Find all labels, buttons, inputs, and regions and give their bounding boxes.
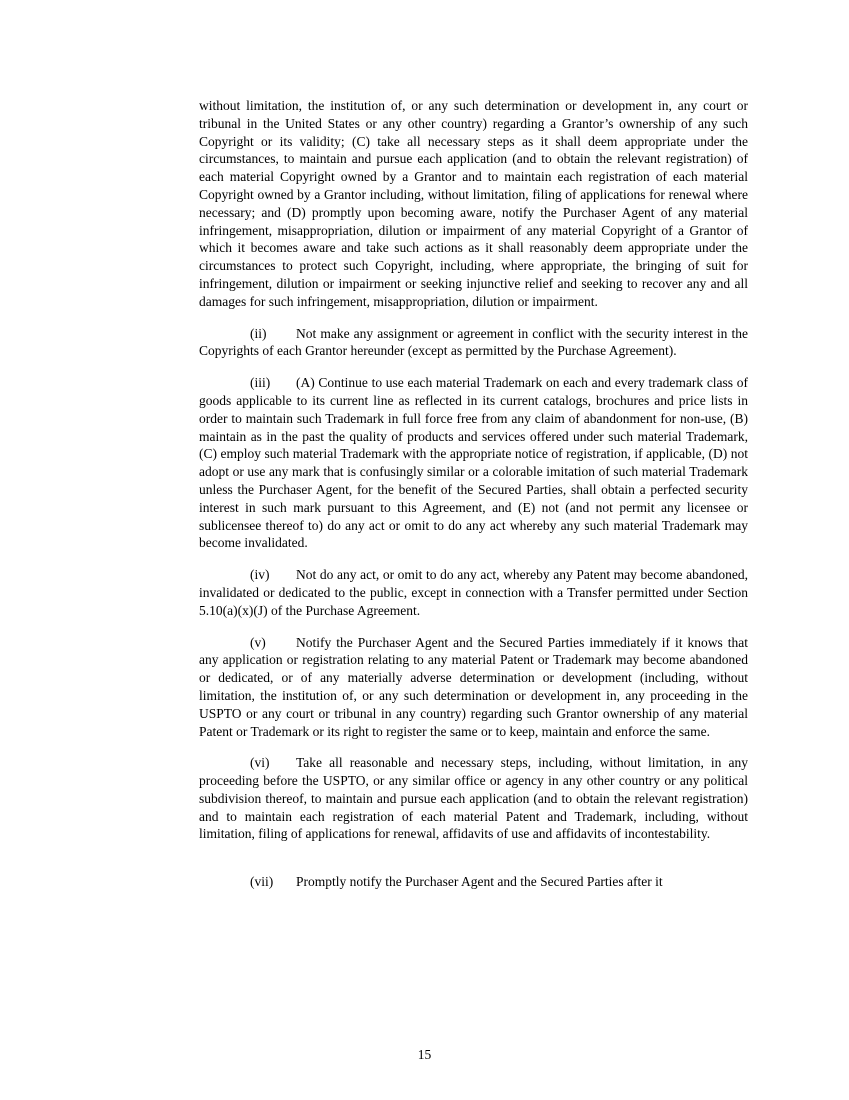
paragraph-item-ii xyxy=(199,325,748,361)
paragraph-text: (A) Continue to use each material Trademark on each and every trademark class of goods applicable to its current line as reflected in its current catalogs, brochures and price lists in order to maintain such Trademark in full force free from any claim of abandonment for non-use, (B) maintain as in the past the quality of products and services offered under such material Trademark, (C) employ such material Trademark with the appropriate notice of registration, if applicable, (D) not adopt or use any mark that is confusingly similar or a colorable imitation of such material Trademark unless the Purchaser Agent, for the benefit of the Secured Parties, shall obtain a perfected security interest in such mark pursuant to this Agreement, and (E) not (and not permit any licensee or sublicensee thereof to) do any act or omit to do any act whereby any such material Trademark may become invalidated. xyxy=(199,375,748,551)
list-marker: (iv) xyxy=(250,567,270,583)
list-marker: (vi) xyxy=(250,755,270,771)
paragraph-continuation xyxy=(199,97,748,311)
paragraph-item-vii xyxy=(199,873,748,891)
paragraph-item-iv xyxy=(199,566,748,619)
paragraph-text: Promptly notify the Purchaser Agent and the Secured Parties after it xyxy=(296,874,663,890)
paragraph-text: Not make any assignment or agreement in conflict with the security interest in the Copyrights of each Grantor hereunder (except as permitted by the Purchase Agreement). xyxy=(199,325,748,359)
page-content xyxy=(199,97,748,905)
paragraph-text: Take all reasonable and necessary steps, including, without limitation, in any proceeding before the USPTO, or any similar office or agency in any other country or any political subdivision thereof, to maintain and pursue each application (and to obtain the relevant registration) and to maintain each registration of each material Patent and Trademark, including, without limitation, filing of applications for renewal, affidavits of use and affidavits of incontestability. xyxy=(199,755,748,842)
list-marker: (v) xyxy=(250,634,266,650)
page-number: 15 xyxy=(417,1047,432,1062)
list-marker: (vii) xyxy=(250,874,274,890)
paragraph-item-v xyxy=(199,634,748,741)
list-marker: (iii) xyxy=(250,375,271,391)
paragraph-item-iii xyxy=(199,374,748,552)
paragraph-text: Notify the Purchaser Agent and the Secured Parties immediately if it knows that any application or registration relating to any material Patent or Trademark may become abandoned or dedicated, or of any materially adverse determination or development (including, without limitation, the institution of, or any such determination or development in, any proceeding in the USPTO or any court or tribunal in any country) regarding such Grantor ownership of any material Patent or Trademark or its right to register the same or to keep, maintain and enforce the same. xyxy=(199,634,748,739)
paragraph-text: Not do any act, or omit to do any act, whereby any Patent may become abandoned, invalidated or dedicated to the public, except in connection with a Transfer permitted under Section 5.10(a)(x)(J) of the Purchase Agreement. xyxy=(199,567,748,618)
list-marker: (ii) xyxy=(250,325,267,341)
paragraph-text: without limitation, the institution of, or any such determination or development in, any court or tribunal in the United States or any other country) regarding a Grantor’s ownership of any such Copyright or its validity; (C) take all necessary steps as it shall deem appropriate under the circumstances, to maintain and pursue each application (and to obtain the relevant registration) of each material Copyright owned by a Grantor and to maintain each registration of each material Copyright owned by a Grantor including, without limitation, filing of applications for renewal where necessary; and (D) promptly upon becoming aware, notify the Purchaser Agent of any material infringement, misappropriation, dilution or impairment of any material Copyright of a Grantor of which it becomes aware and take such actions as it shall reasonably deem appropriate under the circumstances to protect such Copyright, including, where appropriate, the bringing of suit for infringement, dilution or impairment or seeking injunctive relief and seeking to recover any and all damages for such infringement, misappropriation, dilution or impairment. xyxy=(199,98,748,309)
paragraph-item-vi xyxy=(199,754,748,843)
